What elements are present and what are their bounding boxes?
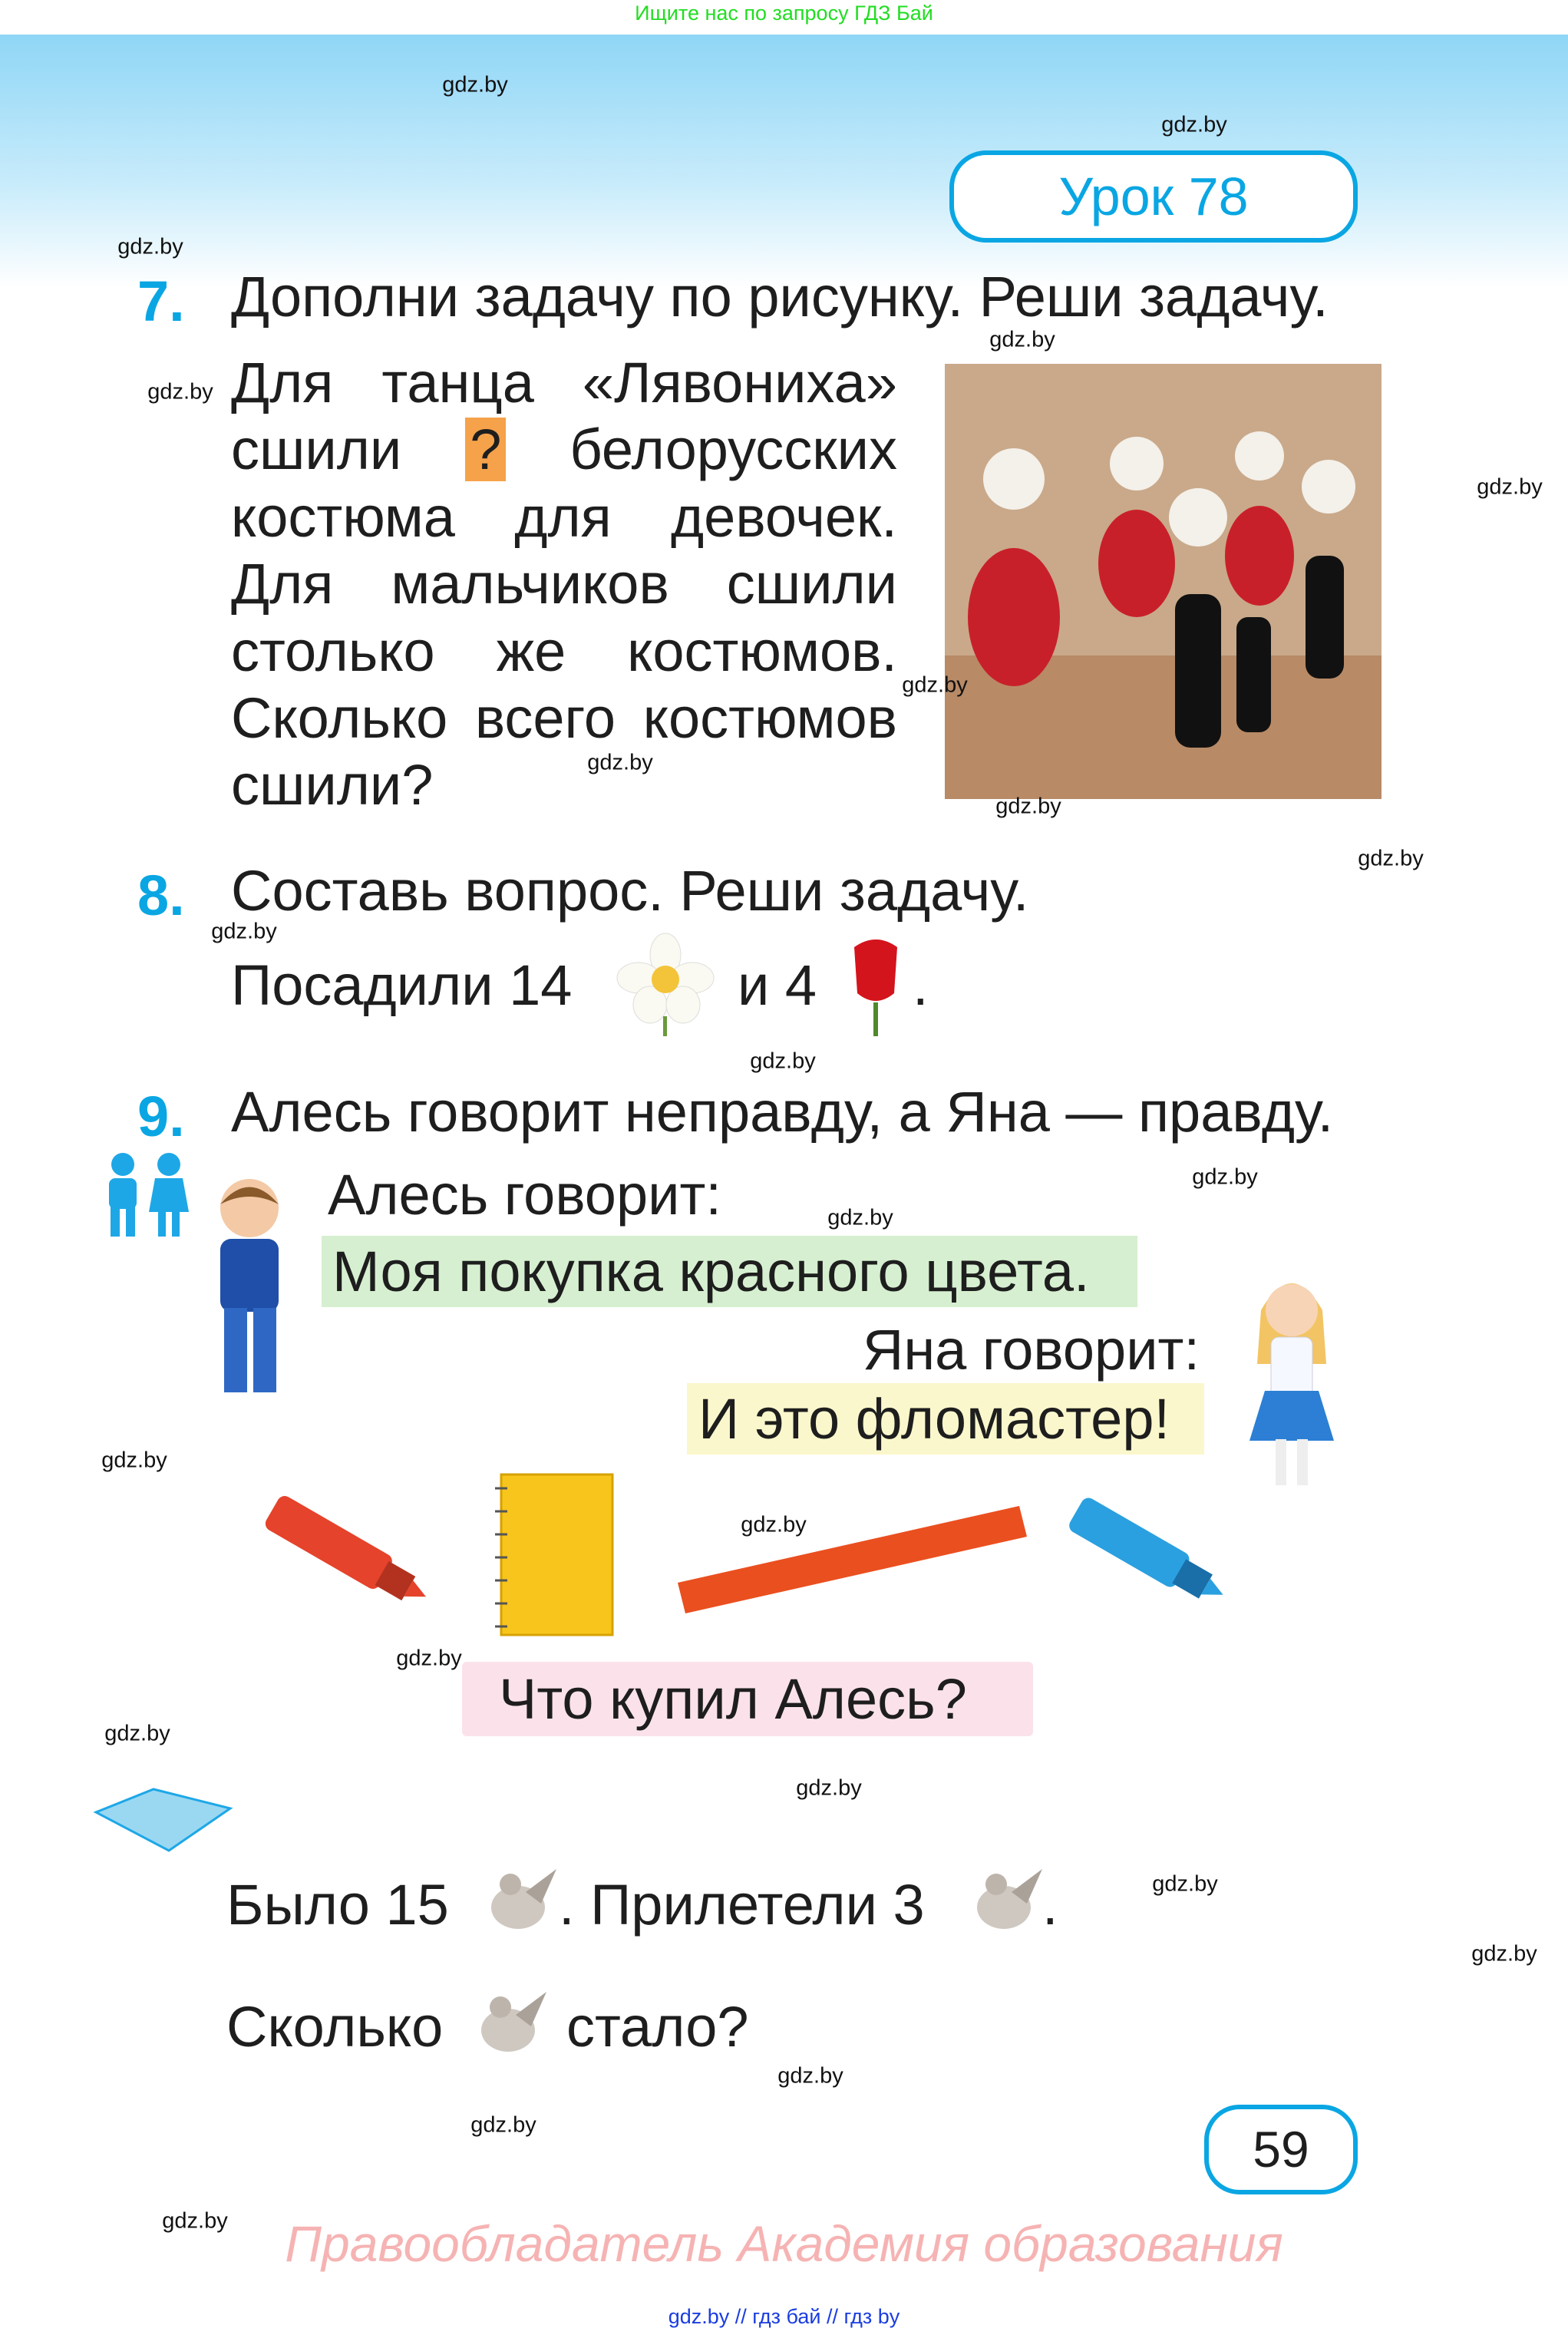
task7-line: столько же костюмов. bbox=[231, 619, 897, 683]
task7-line: костюма для девочек. bbox=[231, 485, 897, 549]
task8-text: и 4 bbox=[738, 953, 817, 1017]
unknown-number-box: ? bbox=[465, 418, 506, 481]
task7-line: сшили? bbox=[231, 753, 434, 817]
yana-says-label: Яна говорит: bbox=[862, 1318, 1200, 1382]
watermark: gdz.by bbox=[211, 919, 277, 944]
footer-links[interactable]: gdz.by // гдз бай // гдз by bbox=[668, 2305, 900, 2328]
watermark: gdz.by bbox=[1161, 112, 1227, 137]
task7-title: Дополни задачу по рисунку. Реши задачу. bbox=[231, 265, 1329, 329]
watermark: gdz.by bbox=[989, 327, 1055, 352]
watermark: gdz.by bbox=[1358, 846, 1424, 871]
daffodil-icon bbox=[616, 932, 715, 1036]
watermark: gdz.by bbox=[902, 672, 968, 698]
top-banner[interactable]: Ищите нас по запросу ГДЗ Бай bbox=[635, 2, 933, 25]
open-book-icon bbox=[96, 1789, 230, 1851]
task8-title: Составь вопрос. Реши задачу. bbox=[231, 859, 1029, 923]
pair-work-icon bbox=[98, 1151, 193, 1237]
task9-question: Что купил Алесь? bbox=[499, 1667, 967, 1731]
watermark: gdz.by bbox=[442, 72, 508, 97]
blue-marker bbox=[1061, 1491, 1240, 1617]
copyright-notice: Правообладатель Академия образования bbox=[285, 2215, 1283, 2272]
watermark: gdz.by bbox=[750, 1048, 816, 1074]
watermark: gdz.by bbox=[1152, 1871, 1218, 1897]
red-marker bbox=[253, 1491, 440, 1617]
extra-text: Было 15 bbox=[226, 1873, 449, 1937]
pigeon-icon bbox=[966, 1861, 1045, 1938]
watermark: gdz.by bbox=[101, 1448, 167, 1473]
ales-says-label: Алесь говорит: bbox=[328, 1163, 721, 1227]
watermark: gdz.by bbox=[777, 2063, 843, 2089]
task8-text: . bbox=[913, 953, 929, 1017]
watermark: gdz.by bbox=[470, 2112, 536, 2138]
watermark: gdz.by bbox=[147, 379, 213, 405]
watermark: gdz.by bbox=[396, 1646, 462, 1671]
watermark: gdz.by bbox=[1477, 474, 1543, 500]
task9-number: 9. bbox=[137, 1085, 185, 1148]
yellow-notebook bbox=[495, 1473, 614, 1636]
task8-text: Посадили 14 bbox=[231, 953, 573, 1017]
watermark: gdz.by bbox=[741, 1512, 807, 1537]
girl-yana-illustration bbox=[1219, 1264, 1364, 1495]
task7-text: сшили bbox=[231, 418, 402, 481]
page-number: 59 bbox=[1204, 2105, 1358, 2194]
boy-ales-illustration bbox=[193, 1170, 305, 1401]
watermark: gdz.by bbox=[827, 1205, 893, 1230]
ales-quote: Моя покупка красного цвета. bbox=[332, 1240, 1090, 1303]
task7-line: Для мальчиков сшили bbox=[231, 552, 897, 616]
pigeon-icon bbox=[470, 1984, 551, 2061]
extra-text: Сколько bbox=[226, 1995, 444, 2059]
watermark: gdz.by bbox=[104, 1721, 170, 1746]
yana-quote: И это фломастер! bbox=[698, 1387, 1170, 1451]
watermark: gdz.by bbox=[796, 1775, 862, 1801]
task7-text: белорусских bbox=[569, 418, 897, 481]
task8-number: 8. bbox=[137, 864, 185, 927]
pigeon-icon bbox=[480, 1861, 559, 1938]
watermark: gdz.by bbox=[1471, 1941, 1537, 1966]
extra-text: стало? bbox=[566, 1995, 749, 2059]
watermark: gdz.by bbox=[162, 2208, 228, 2234]
red-ruler bbox=[674, 1498, 1028, 1617]
watermark: gdz.by bbox=[1192, 1164, 1258, 1190]
dancers-photo bbox=[945, 364, 1381, 799]
task9-title: Алесь говорит неправду, а Яна — правду. bbox=[231, 1080, 1334, 1144]
tulip-icon bbox=[839, 932, 913, 1036]
task7-line bbox=[231, 418, 897, 481]
task7-number: 7. bbox=[137, 269, 185, 333]
watermark: gdz.by bbox=[117, 234, 183, 259]
extra-text: . bbox=[1042, 1873, 1058, 1937]
extra-text: . Прилетели 3 bbox=[559, 1873, 925, 1937]
watermark: gdz.by bbox=[995, 794, 1061, 819]
task7-line: Для танца «Лявониха» bbox=[231, 351, 897, 414]
watermark: gdz.by bbox=[587, 750, 653, 775]
lesson-badge: Урок 78 bbox=[949, 150, 1358, 243]
task7-line: Сколько всего костюмов bbox=[231, 686, 897, 750]
